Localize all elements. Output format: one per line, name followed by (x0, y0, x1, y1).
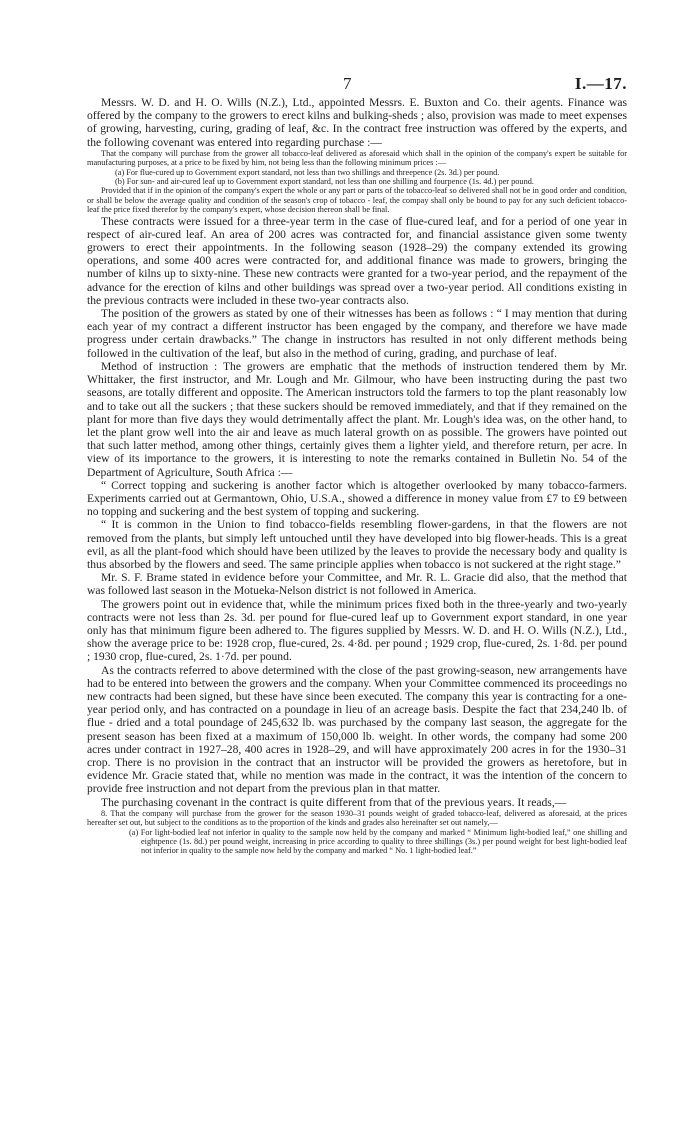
paragraph-agents: Messrs. W. D. and H. O. Wills (N.Z.), Ltd., appointed Messrs. E. Buxton and Co. their agents. Finance was offered by the company to the growers to erect kilns and bulking-sheds ; also, provision was made to meet expenses of growing, harvesting, curing, grading of leaf, &c. In the contract free instruction was offered by the experts, and the following covenant was entered into regarding purchase :— (87, 96, 627, 149)
covenant-clause-8-item-a: (a) For light-bodied leaf not inferior in quality to the sample now held by the company and marked “ Minimum light-bodied leaf,” one shilling and eightpence (1s. 8d.) per pound weight, increasing in price according to quality to three shillings (3s.) per pound weight for best light-bodied leaf not inferior in quality to the sample now held by the company and marked “ No. 1 light-bodied leaf.” (129, 827, 627, 856)
paragraph-bulletin-quote-1: “ Correct topping and suckering is another factor which is altogether overlooked by many tobacco-farmers. Experiments carried out at Germantown, Ohio, U.S.A., showed a difference in money value from £7 to £9 between no topping and suckering and the best system of topping and suckering. (87, 478, 627, 519)
covenant-item-a: (a) For flue-cured up to Government export standard, not less than two shillings and threepence (2s. 3d.) per pound. (115, 167, 500, 177)
paragraph-growers-position: The position of the growers as stated by one of their witnesses has been as follows : “ I may mention that during each year of my contract a different instructor has been engaged by the company, and therefore we have made progress under certain drawbacks.” The change in instructors has resulted in not only different methods being followed in the cultivation of the leaf, but also in the method of curing, grading, and purchase of leaf. (87, 307, 627, 360)
intro-section (87, 96, 627, 149)
document-page (87, 74, 627, 856)
paragraph-purchasing-covenant: The purchasing covenant in the contract is quite different from that of the previous years. It reads,— (101, 795, 567, 809)
covenant-1930-quote (87, 809, 627, 856)
covenant-1927-quote (87, 149, 627, 215)
paragraph-new-arrangements: As the contracts referred to above determined with the close of the past growing-season, new arrangements have had to be entered into between the growers and the company. When your Committee commenced its proceedings no new contracts had been signed, but these have since been executed. The company this year is contracting for a one-year period only, and has contracted on a poundage in lieu of an acreage basis. Despite the fact that 234,240 lb. of flue - dried and a total poundage of 245,632 lb. was purchased by the company last season, the aggregate for the present season has been fixed at a maximum of 150,000 lb. weight. In other words, the company had some 200 acres under contract in 1927–28, 400 acres in 1928–29, and will have approximately 200 acres in for the 1930–31 crop. There is no provision in the contract that an instructor will be provided the growers as heretofore, but in evidence Mr. Gracie stated that, while no mention was made in the contract, it was the intention of the concern to provide free instruction and not depart from the previous plan in that matter. (87, 663, 627, 796)
page-header (87, 74, 627, 96)
paragraph-bulletin-quote-2: “ It is common in the Union to find tobacco-fields resembling flower-gardens, in that the flowers are not removed from the plants, but simply left untouched until they have developed into big flower-heads. This is a great evil, as all the plant-food which should have been utilized by the leaves to provide the necessary body and quality is thus absorbed by the flowers and seed. The same principle applies when tobacco is not suckered at the right stage.” (87, 518, 627, 571)
covenant-clause-8: 8. That the company will purchase from the grower for the season 1930–31 pounds weight of graded tobacco-leaf, delivered as aforesaid, at the prices hereafter set out, but subject to the conditions as to the proportion of the kinds and grades also hereinafter set out namely,— (87, 808, 627, 828)
page-number: 7 (343, 74, 352, 93)
covenant-clause: That the company will purchase from the grower all tobacco-leaf delivered as aforesaid which shall in the opinion of the company's expert be suitable for manufacturing purposes, at a price to be fixed by him, not being less than the following minimum prices :— (87, 148, 627, 168)
covenant-item-b: (b) For sun- and air-cured leaf up to Government export standard, not less than one shilling and fourpence (1s. 4d.) per pound. (115, 177, 534, 187)
covenant-proviso: Provided that if in the opinion of the company's expert the whole or any part or parts of the tobacco-leaf so delivered shall not be in good order and condition, or shall be below the average quality and condition of the season's crop of tobacco - leaf, the compay shall only be bound to pay for any such deficient tobacco-leaf the price fixed therefor by the company's expert, whose decision thereon shall be final. (87, 186, 627, 215)
document-reference: I.—17. (574, 74, 627, 93)
paragraph-method-of-instruction: Method of instruction : The growers are emphatic that the methods of instruction tendered them by Mr. Whittaker, the first instructor, and Mr. Lough and Mr. Gilmour, who have been instructing during the past two seasons, are totally different and opposite. The American instructors told the farmers to top the plant reasonably low and to take out all the suckers ; that these suckers should be removed immediately, and that if they remained on the plant for more than five days they would detrimentally affect the plant. Mr. Lough's idea was, on the other hand, to let the plant grow well into the air and leave as much lateral growth on as possible. The growers have pointed out that such latter method, among other things, certainly gives them a lighter yield, and therefore return, per acre. In view of its importance to the growers, it is interesting to note the remarks contained in Bulletin No. 54 of the Department of Agriculture, South Africa :— (87, 359, 627, 479)
paragraph-minimum-prices: The growers point out in evidence that, while the minimum prices fixed both in the three-yearly and two-yearly contracts were not less than 2s. 3d. per pound for flue-cured leaf up to Government export standard, in one year only has that minimum figure been adhered to. The figures supplied by Messrs. W. D. and H. O. Wills (N.Z.), Ltd., show the average price to be: 1928 crop, flue-cured, 2s. 4·8d. per pound ; 1929 crop, flue-cured, 2s. 1·8d. per pound ; 1930 crop, flue-cured, 2s. 1·7d. per pound. (87, 597, 627, 664)
paragraph-brame-evidence: Mr. S. F. Brame stated in evidence before your Committee, and Mr. R. L. Gracie did also, that the method that was followed last season in the Motueka-Nelson district is not followed in America. (87, 571, 627, 598)
paragraph-contract-terms: These contracts were issued for a three-year term in the case of flue-cured leaf, and for a period of one year in respect of air-cured leaf. An area of 200 acres was contracted for, and financial assistance given some twenty growers to erect their appointments. In the following season (1928–29) the company extended its growing operations, and some 400 acres were contracted for, and additional finance was made to growers, bringing the number of kilns up to sixty-nine. These new contracts were granted for a two-year period, and the repayment of the advance for the erection of kilns and other buildings was spread over a two-year period. All conditions existing in the previous contracts were included in these two-year contracts also. (87, 214, 627, 307)
main-section (87, 215, 627, 809)
